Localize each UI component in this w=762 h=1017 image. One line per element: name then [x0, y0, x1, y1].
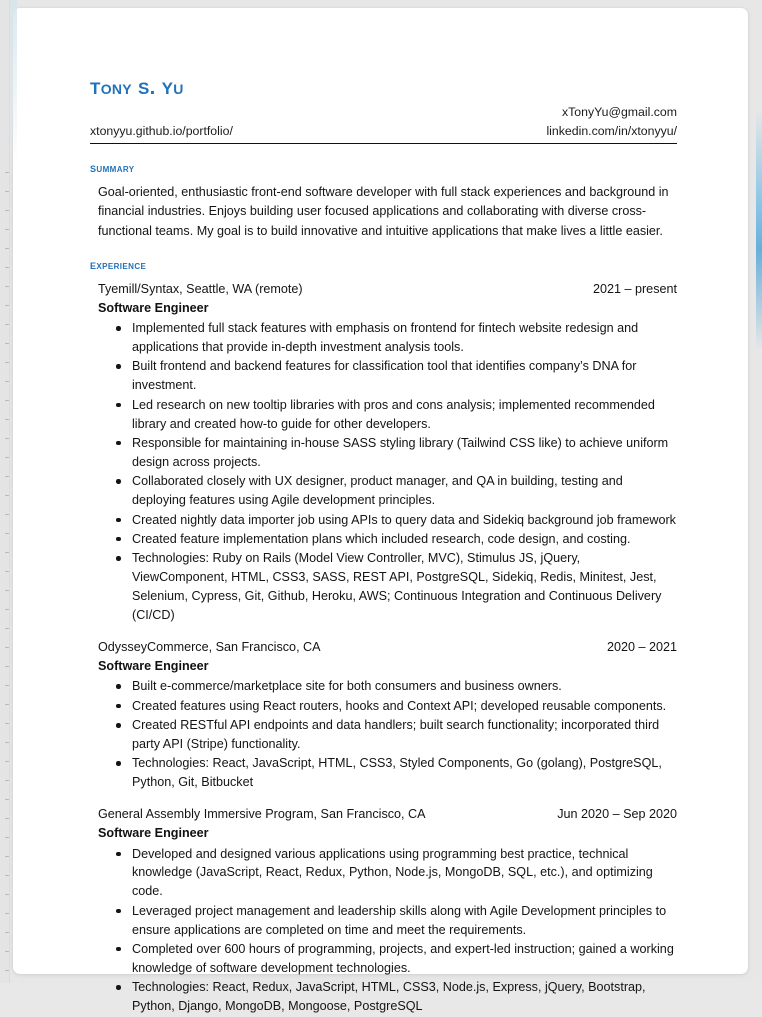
ruler-tick	[5, 381, 9, 382]
responsibility-item: Created nightly data importer job using APIs to query data and Sidekiq background job framework	[132, 511, 677, 530]
responsibility-item: Collaborated closely with UX designer, product manager, and QA in building, testing and deploying features using Agile development principles.	[132, 472, 677, 510]
experience-entry-header	[98, 805, 677, 824]
ruler-tick	[5, 191, 9, 192]
ruler-tick	[5, 875, 9, 876]
contact-line-email	[90, 103, 677, 122]
experience-entry	[98, 805, 677, 1016]
experience-entry	[98, 638, 677, 792]
company-name: OdysseyCommerce, San Francisco, CA	[98, 639, 321, 654]
contact-block	[90, 103, 677, 141]
responsibility-item: Technologies: React, Redux, JavaScript, HTML, CSS3, Node.js, Express, jQuery, Bootstrap, Python, Django, MongoDB, Mongoose, PostgreSQL	[132, 978, 677, 1016]
responsibility-item: Implemented full stack features with emphasis on frontend for fintech website redesign and applications that provide in-depth investment analysis tools.	[132, 319, 677, 357]
ruler-tick	[5, 438, 9, 439]
ruler-tick	[5, 552, 9, 553]
ruler-tick	[5, 400, 9, 401]
resume-content	[90, 74, 677, 1017]
ruler-tick	[5, 894, 9, 895]
ruler-tick	[5, 305, 9, 306]
ruler-tick	[5, 780, 9, 781]
ruler-tick	[5, 476, 9, 477]
ruler-tick	[5, 210, 9, 211]
ruler-tick	[5, 609, 9, 610]
ruler-tick	[5, 704, 9, 705]
contact-line-links	[90, 122, 677, 141]
ruler-tick	[5, 837, 9, 838]
ruler-tick	[5, 913, 9, 914]
ruler-tick	[5, 932, 9, 933]
experience-entry	[98, 280, 677, 625]
summary-section	[90, 160, 677, 240]
ruler-tick	[5, 951, 9, 952]
job-title: Software Engineer	[98, 300, 209, 315]
header-divider	[90, 143, 677, 144]
portfolio-link[interactable]: xtonyyu.github.io/portfolio/	[90, 124, 233, 139]
ruler-tick	[5, 628, 9, 629]
ruler-tick	[5, 970, 9, 971]
experience-section	[90, 257, 677, 1016]
responsibility-list	[98, 319, 677, 625]
responsibility-item: Completed over 600 hours of programming, projects, and expert-led instruction; gained a working knowledge of software development technologies.	[132, 940, 677, 978]
ruler-tick	[5, 514, 9, 515]
resume-page	[13, 8, 748, 1014]
employment-dates: 2021 – present	[592, 281, 677, 296]
job-title: Software Engineer	[98, 658, 209, 673]
ruler-tick	[5, 571, 9, 572]
employment-dates: Jun 2020 – Sep 2020	[557, 807, 677, 822]
page-title: tony s. yu	[90, 73, 184, 100]
ruler-tick	[5, 286, 9, 287]
ruler-tick	[5, 419, 9, 420]
job-title: Software Engineer	[98, 826, 209, 840]
ruler-tick	[5, 856, 9, 857]
ruler-tick	[5, 799, 9, 800]
ruler-tick	[5, 172, 9, 173]
ruler-tick	[5, 723, 9, 724]
ruler-tick	[5, 818, 9, 819]
experience-entry-header	[98, 638, 677, 657]
resume-header	[90, 74, 677, 144]
experience-entry-header	[98, 280, 677, 299]
left-edge-glow	[9, 0, 17, 170]
company-name: Tyemill/Syntax, Seattle, WA (remote)	[98, 281, 303, 296]
ruler-tick	[5, 267, 9, 268]
responsibility-item: Responsible for maintaining in-house SASS styling library (Tailwind CSS like) to achieve uniform design across projects.	[132, 434, 677, 472]
ruler-tick	[5, 343, 9, 344]
right-edge-glow	[756, 110, 762, 350]
ruler-tick	[5, 666, 9, 667]
linkedin-link[interactable]: linkedin.com/in/xtonyyu/	[546, 124, 677, 139]
ruler-tick	[5, 647, 9, 648]
experience-heading: experience	[90, 256, 147, 272]
ruler-tick	[5, 685, 9, 686]
employment-dates: 2020 – 2021	[606, 639, 677, 654]
responsibility-item: Created features using React routers, hooks and Context API; developed reusable components.	[132, 697, 677, 716]
ruler-tick	[5, 248, 9, 249]
ruler-strip	[0, 0, 10, 983]
responsibility-item: Created feature implementation plans which included research, code design, and costing.	[132, 530, 677, 549]
responsibility-item: Technologies: React, JavaScript, HTML, CSS3, Styled Components, Go (golang), PostgreSQL, Python, Git, Bitbucket	[132, 754, 677, 792]
responsibility-item: Technologies: Ruby on Rails (Model View Controller, MVC), Stimulus JS, jQuery, ViewComponent, HTML, CSS3, SASS, REST API, PostgreSQL, Sidekiq, Redis, Minitest, Jest, Selenium, Cypress, Git, Github, Heroku, AWS; Continuous Integration and Continuous Delivery (CI/CD)	[132, 549, 677, 625]
summary-heading: summary	[90, 160, 135, 176]
ruler-tick	[5, 742, 9, 743]
ruler-tick	[5, 362, 9, 363]
responsibility-item: Created RESTful API endpoints and data handlers; built search functionality; incorporated third party API (Stripe) functionality.	[132, 716, 677, 754]
responsibility-item: Built e-commerce/marketplace site for both consumers and business owners.	[132, 677, 677, 696]
responsibility-list	[98, 845, 677, 1017]
ruler-tick	[5, 229, 9, 230]
ruler-tick	[5, 590, 9, 591]
responsibility-item: Led research on new tooltip libraries with pros and cons analysis; implemented recommended library and created how-to guide for other developers.	[132, 396, 677, 434]
ruler-tick	[5, 495, 9, 496]
email-link[interactable]: xTonyYu@gmail.com	[561, 105, 677, 120]
summary-text: Goal-oriented, enthusiastic front-end software developer with full stack experiences and background in financial industries. Enjoys building user focused applications and collaborating with diverse cross-functional teams. My goal is to build innovative and intuitive applications that make lives a little easier.	[98, 185, 669, 238]
ruler-tick	[5, 324, 9, 325]
responsibility-item: Leveraged project management and leadership skills along with Agile Development principles to ensure applications are completed on time and meet the requirements.	[132, 902, 677, 940]
responsibility-list	[98, 677, 677, 792]
responsibility-item: Developed and designed various applications using programming best practice, technical knowledge (JavaScript, React, Redux, Python, Node.js, MongoDB, SQL, etc.), and optimizing code.	[132, 845, 677, 902]
ruler-tick	[5, 533, 9, 534]
company-name: General Assembly Immersive Program, San Francisco, CA	[98, 807, 426, 822]
experience-list	[90, 280, 677, 1016]
ruler-tick	[5, 761, 9, 762]
ruler-tick	[5, 457, 9, 458]
responsibility-item: Built frontend and backend features for classification tool that identifies company’s DNA for investment.	[132, 357, 677, 395]
